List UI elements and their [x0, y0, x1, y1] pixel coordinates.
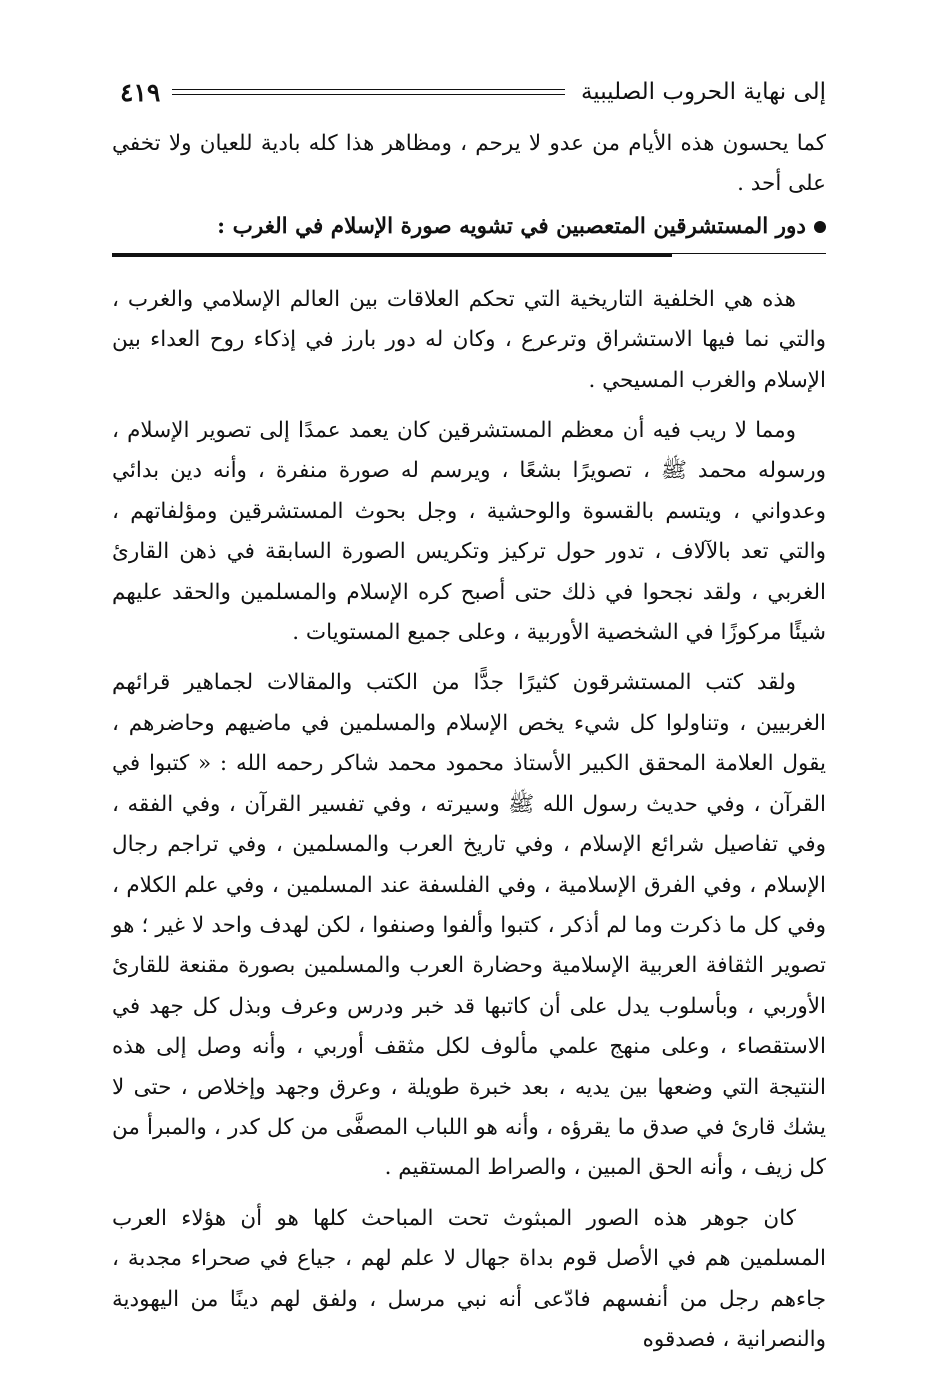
section-heading-text: دور المستشرقين المتعصبين في تشويه صورة الإسلام في الغرب :	[217, 213, 806, 239]
heading-underline	[112, 253, 672, 257]
paragraph: هذه هي الخلفية التاريخية التي تحكم العلاقات بين العالم الإسلامي والغرب ، والتي نما فيها الاستشراق وترعرع ، وكان له دور بارز في إذكاء روح العداء بين الإسلام والغرب المسيحي .	[112, 286, 826, 393]
section-heading	[112, 207, 826, 254]
paragraph: ولقد كتب المستشرقون كثيرًا جدًّا من الكتب والمقالات لجماهير قرائهم الغربيين ، وتناولوا كل شيء يخص الإسلام والمسلمين في ماضيهم وحاضرهم ، يقول العلامة المحقق الكبير الأستاذ محمود محمد شاكر رحمه الله : « كتبوا في القرآن ، وفي حديث رسول الله ﷺ وسيرته ، وفي تفسير القرآن ، وفي الفقه ، وفي تفاصيل شرائع الإسلام ، وفي تاريخ العرب والمسلمين ، وفي تراجم رجال الإسلام ، وفي الفرق الإسلامية ، وفي الفلسفة عند المسلمين ، وفي علم الكلام ، وفي كل ما ذكرت وما لم أذكر ، كتبوا وألفوا وصنفوا ، لكن لهدف واحد لا غير ؛ هو تصوير الثقافة العربية الإسلامية وحضارة العرب والمسلمين بصورة مقنعة للقارئ الأوربي ، وبأسلوب يدل على أن كاتبها قد خبر ودرس وعرف وبذل كل جهد في الاستقصاء ، وعلى منهج علمي مألوف لكل مثقف أوربي ، وأنه وصل إلى هذه النتيجة التي وضعها بين يديه ، بعد خبرة طويلة ، وعرق وجهد وإخلاص ، حتى لا يشك قارئ في صدق ما يقرؤه ، وأنه هو اللباب المصفَّى من كل كدر ، والمبرأ من كل زيف ، وأنه الحق المبين ، والصراط المستقيم .	[112, 670, 826, 1181]
header-rule	[172, 89, 565, 95]
page-number: ٤١٩	[120, 77, 161, 107]
page-header	[120, 72, 826, 112]
page-body	[112, 124, 826, 1360]
paragraph-continuation: كما يحسون هذه الأيام من عدو لا يرحم ، ومظاهر هذا كله بادية للعيان ولا تخفي على أحد .	[112, 131, 826, 197]
paragraph: كان جوهر هذه الصور المبثوث تحت المباحث كلها هو أن هؤلاء العرب المسلمين هم في الأصل قوم بداة جهال لا علم لهم ، جياع في صحراء مجدبة ، جاءهم رجل من أنفسهم فادّعى أنه نبي مرسل ، ولفق لهم دينًا من اليهودية والنصرانية ، فصدقوه	[112, 1205, 826, 1352]
running-title: إلى نهاية الحروب الصليبية	[580, 79, 826, 105]
paragraph: ومما لا ريب فيه أن معظم المستشرقين كان يعمد عمدًا إلى تصوير الإسلام ، ورسوله محمد ﷺ ، تصويرًا بشعًا ، ويرسم له صورة منفرة ، وأنه دين بدائي وعدواني ، ويتسم بالقسوة والوحشية ، وجل بحوث المستشرقين ومؤلفاتهم ، والتي تعد بالآلاف ، تدور حول تركيز وتكريس الصورة السابقة في ذهن القارئ الغربي ، ولقد نجحوا في ذلك حتى أصبح كره الإسلام والمسلمين والحقد عليهم شيئًا مركوزًا في الشخصية الأوربية ، وعلى جميع المستويات .	[112, 418, 826, 646]
bullet-icon	[814, 221, 826, 233]
